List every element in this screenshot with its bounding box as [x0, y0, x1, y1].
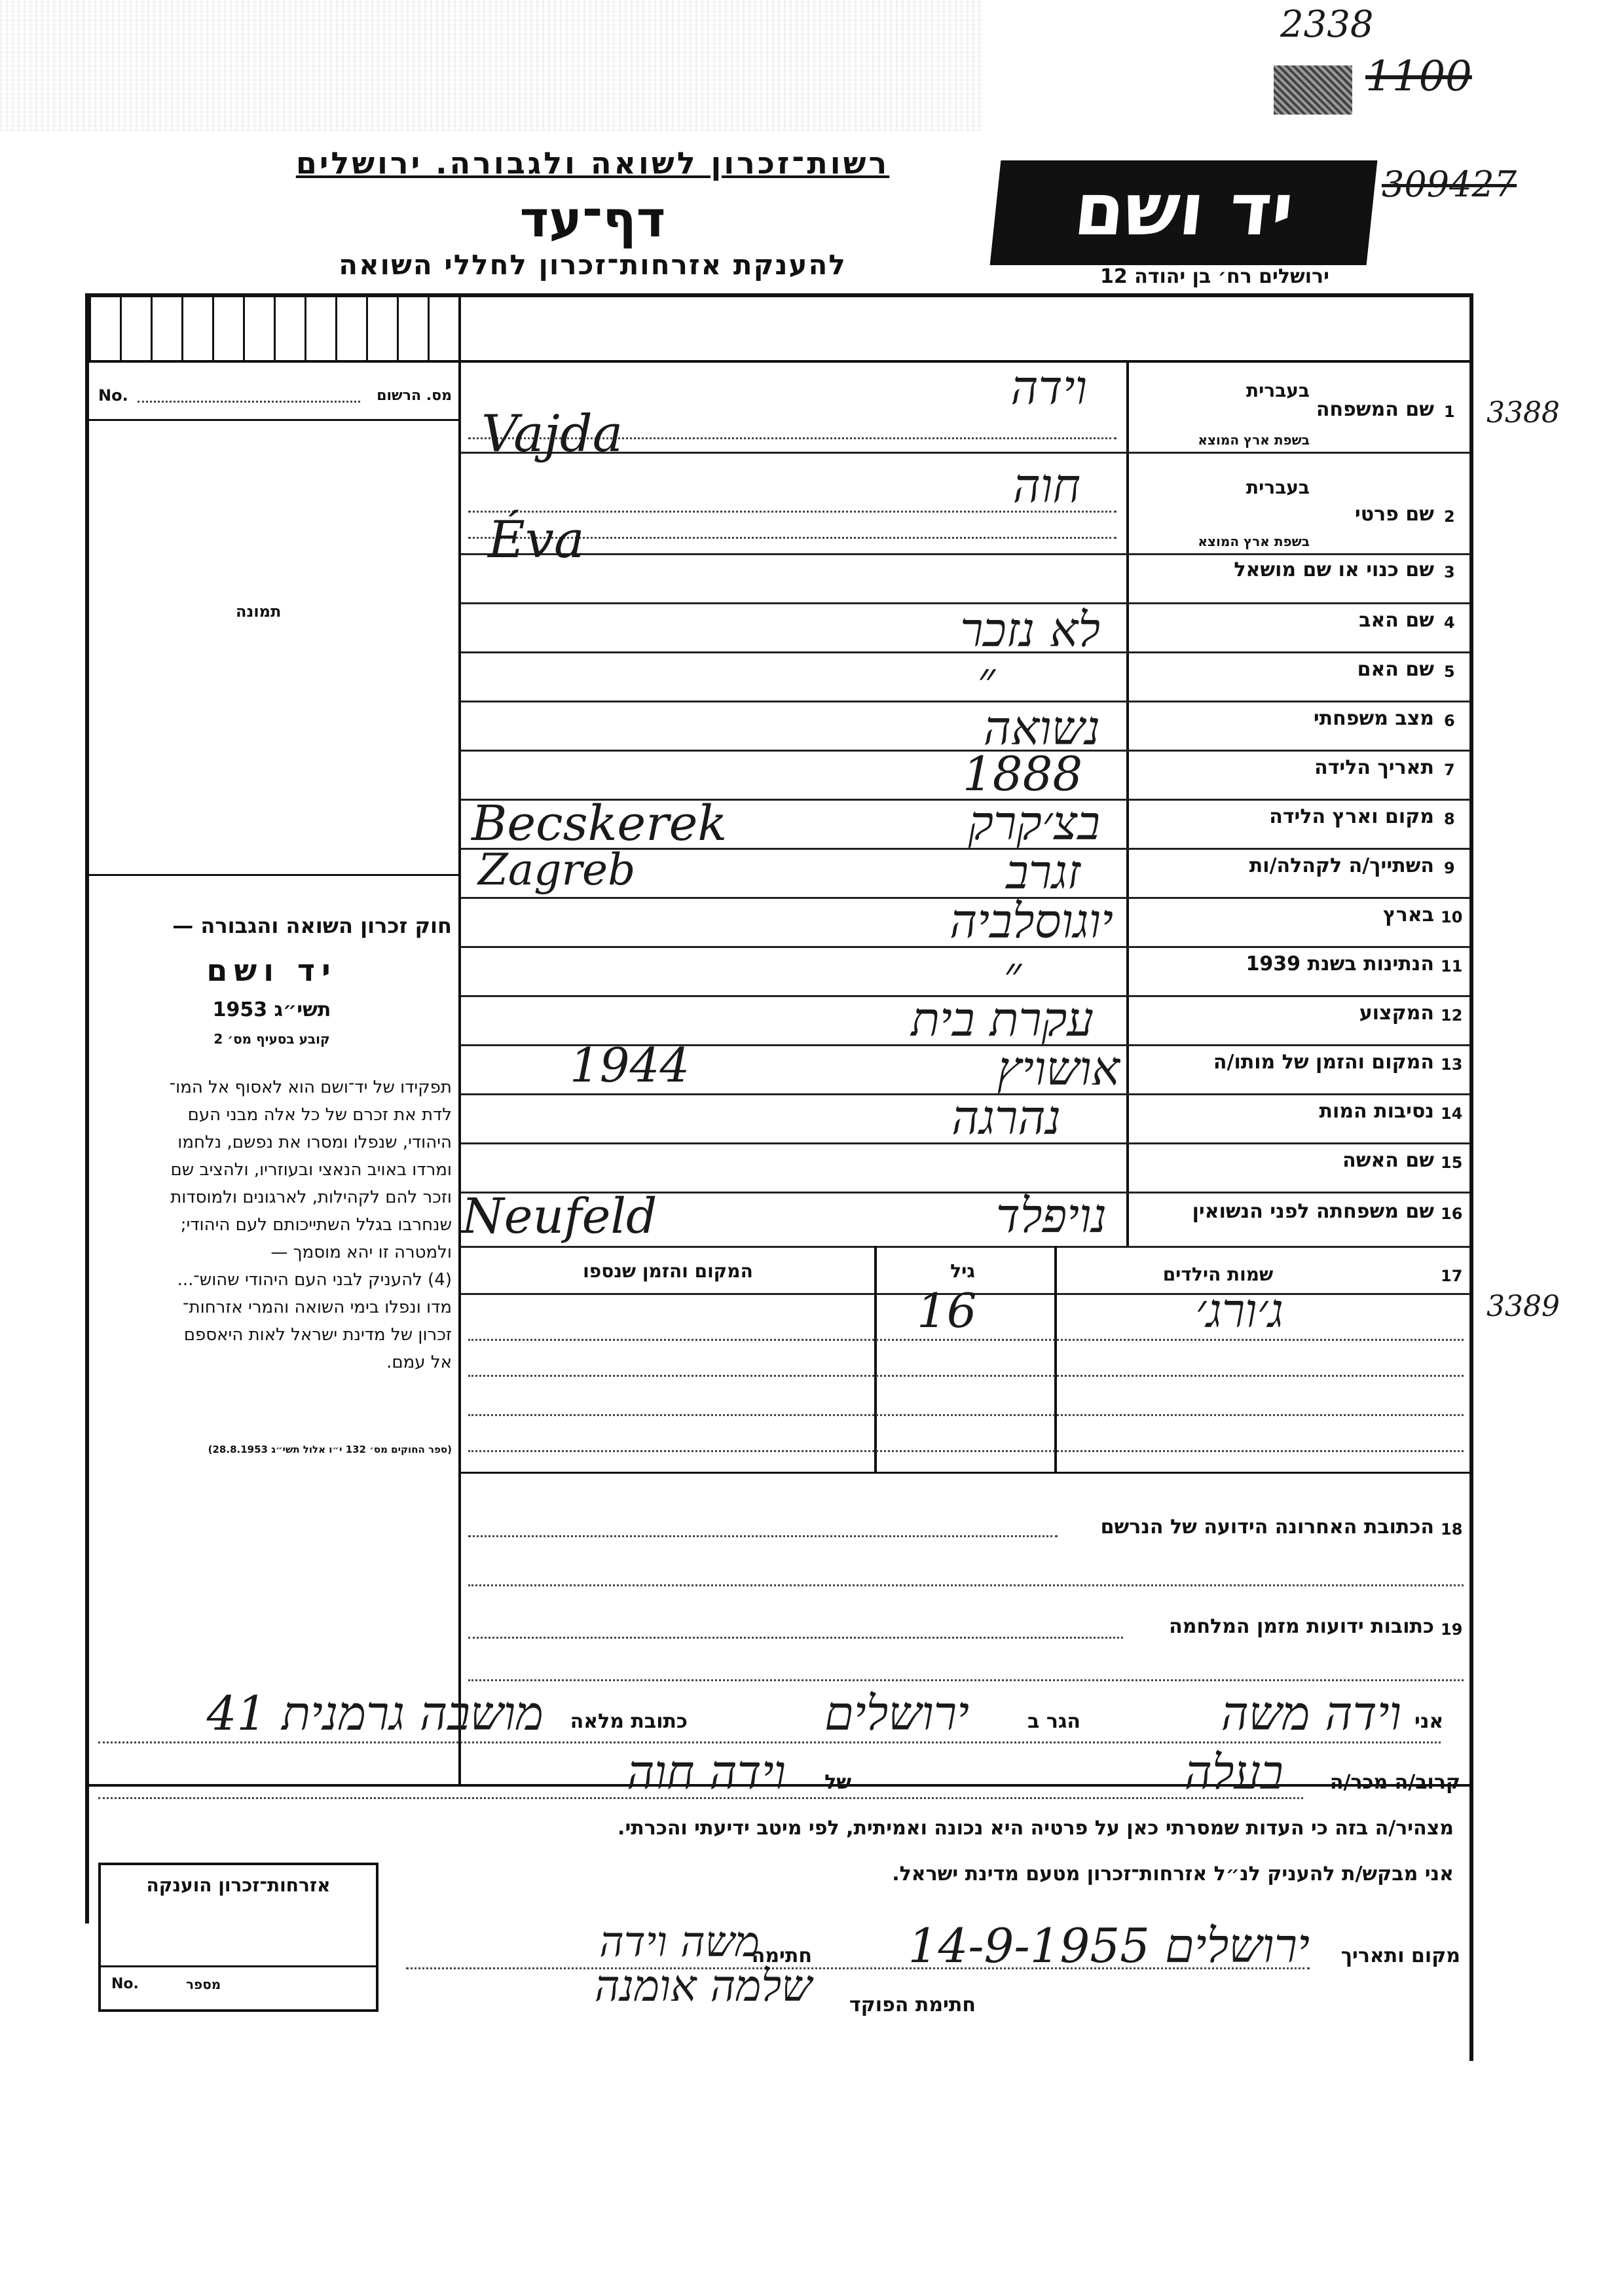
native-tag: בשפת ארץ המוצא	[1198, 432, 1310, 448]
value-firstname-latin: Éva	[488, 511, 585, 570]
value-firstname-hebrew: חוה	[1012, 458, 1080, 513]
field-label-circumstances: נסיבות המות	[1319, 1100, 1434, 1123]
col-place: המקום והזמן שנספו	[583, 1260, 753, 1282]
law-line: אל עמם.	[386, 1353, 452, 1372]
field-number: 9	[1444, 859, 1455, 877]
child-age: 16	[917, 1283, 977, 1338]
children-dots	[468, 1414, 1464, 1416]
value-citizenship: ״	[1003, 946, 1022, 1001]
law-line: לדת את זכרם של כל אלה מבני העם	[187, 1105, 452, 1125]
law-line: וזכר להם לקהילות, לארגונים ולמוסדות	[170, 1188, 452, 1207]
field-label-mother: שם האם	[1357, 658, 1434, 681]
value-marital: נשואה	[983, 701, 1100, 756]
field-label-birthdate: תאריך הלידה	[1314, 756, 1434, 779]
left-panel-divider	[458, 293, 461, 1786]
stamp-divider	[101, 1965, 376, 1967]
signature-value: משה וידה	[599, 1918, 760, 1967]
form-subtitle: להענקת אזרחות־זכרון לחללי השואה	[339, 249, 847, 281]
field-number: 2	[1444, 507, 1455, 526]
decl-name: וידה משה	[1221, 1686, 1401, 1741]
value-circumstances: נהרגה	[951, 1090, 1061, 1145]
place-date-value: ירושלים 14-9-1955	[908, 1918, 1310, 1973]
label-column-divider	[1126, 363, 1129, 1247]
frame-left	[85, 293, 89, 1923]
reg-no-latin: No.	[98, 386, 128, 405]
field-number: 11	[1441, 957, 1463, 975]
citizenship-stamp-box	[98, 1863, 378, 2012]
law-text	[92, 1074, 452, 1376]
decl-address: מושבה גרמנית 41	[206, 1686, 544, 1741]
field-number: 12	[1441, 1006, 1463, 1025]
children-table-bottom	[461, 1472, 1469, 1474]
field-label-surname: שם המשפחה	[1316, 398, 1434, 421]
field-label-death: המקום והזמן של מותו/ה	[1213, 1051, 1434, 1074]
field-number: 1	[1444, 403, 1455, 421]
address-dots	[468, 1535, 1058, 1537]
frame-right	[1469, 293, 1473, 2061]
decl-ani: אני	[1414, 1710, 1444, 1733]
field-number: 4	[1444, 613, 1455, 632]
law-line: מדו ונפלו בימי השואה והמרי אזרחות־	[183, 1298, 452, 1317]
decl-statement-1: מצהיר/ה בזה כי העדות שמסרתי כאן על פרטיה היא נכונה ואמיתית, לפי מיטב ידיעתי והכרתי.	[618, 1817, 1454, 1840]
law-line: תפקידו של יד־ושם הוא לאסוף אל המו־	[169, 1078, 452, 1097]
photo-box-bottom	[89, 874, 458, 876]
field-number: 16	[1441, 1205, 1463, 1223]
law-reference: (ספר החוקים מס׳ 132 י״ו אלול תשי״ג 28.8.1953)	[208, 1444, 452, 1455]
law-line: היהודי, שנפלו ומסרו את נפשם, נלחמו	[177, 1133, 452, 1152]
top-grid-line	[85, 360, 1473, 363]
law-line: ומרדו באויב הנאצי ובעוזריו, ולהציב שם	[170, 1160, 452, 1180]
value-birthplace-hebrew: בצ׳קרק	[968, 795, 1100, 850]
col-children-names: שמות הילדים	[1162, 1264, 1274, 1285]
value-birthplace-latin: Becskerek	[471, 795, 728, 852]
reg-no-dots	[138, 401, 360, 403]
field-number: 14	[1441, 1104, 1463, 1123]
officer-signature: שלמה אומנה	[594, 1961, 812, 2011]
row-divider	[461, 1246, 1469, 1248]
field-label-country: בארץ	[1382, 903, 1434, 926]
field-label-birthplace: מקום וארץ הלידה	[1269, 805, 1434, 828]
authority-name: רשות־זכרון לשואה ולגבורה. ירושלים	[295, 145, 890, 181]
value-father: לא נזכר	[960, 602, 1100, 657]
value-maiden-latin: Neufeld	[462, 1188, 657, 1245]
value-mother: ״	[977, 651, 995, 706]
law-title: חוק זכרון השואה והגבורה —	[172, 913, 452, 938]
side-number-1: 3388	[1486, 396, 1560, 429]
value-surname-latin: Vajda	[481, 405, 623, 464]
hebrew-tag: בעברית	[1246, 477, 1310, 498]
field-number: 5	[1444, 663, 1455, 681]
archive-stamp	[1274, 65, 1352, 115]
field-number: 10	[1441, 908, 1463, 926]
field-label-last-address: הכתובת האחרונה הידועה של הנרשם	[1100, 1516, 1434, 1539]
scan-noise	[0, 0, 982, 131]
value-community-hebrew: זגרב	[1006, 845, 1080, 900]
field-number: 19	[1441, 1620, 1463, 1639]
form-title: דף־עד	[519, 190, 666, 248]
registration-boxes	[89, 297, 458, 360]
value-death-place: אושויץ	[997, 1041, 1120, 1096]
officer-label: חתימת הפוקד	[849, 1994, 976, 2016]
field-label-father: שם האב	[1359, 609, 1434, 632]
field-label-wife: שם האשה	[1342, 1149, 1434, 1172]
law-line: שנחרבו בגלל השתייכותם לעם היהודי;	[180, 1215, 452, 1235]
photo-label: תמונה	[236, 602, 282, 621]
field-label-maiden: שם משפחתה לפני הנשואין	[1192, 1200, 1434, 1223]
reg-label: מס. הרשום	[377, 388, 452, 404]
value-surname-hebrew: וידה	[1010, 360, 1087, 415]
field-label-war-address: כתובות ידועות מזמן המלחמה	[1169, 1615, 1434, 1638]
law-name: יד ושם	[206, 953, 337, 988]
archive-number: 2338	[1280, 3, 1374, 46]
children-dots	[468, 1375, 1464, 1377]
field-number: 13	[1441, 1055, 1463, 1074]
native-tag: בשפת ארץ המוצא	[1198, 534, 1310, 549]
decl-of: של	[824, 1771, 851, 1794]
institution-address: ירושלים רח׳ בן יהודה 12	[1100, 265, 1329, 288]
stamp-no: No.	[111, 1976, 139, 1992]
address-dots	[468, 1637, 1123, 1639]
hebrew-tag: בעברית	[1246, 380, 1310, 401]
logo-text: יד ושם	[1070, 168, 1298, 251]
address-dots	[468, 1679, 1464, 1681]
field-number: 8	[1444, 810, 1455, 828]
decl-relation-label: קרוב/ה מכר/ה	[1329, 1771, 1460, 1794]
field-label-marital: מצב משפחתי	[1313, 707, 1434, 730]
decl-gar: הגר ב	[1027, 1710, 1080, 1733]
decl-dots	[98, 1741, 1441, 1743]
stamp-title: אזרחות־זכרון הוענקה	[146, 1874, 331, 1896]
decl-dots	[98, 1797, 1303, 1799]
value-country: יוגוסלביה	[950, 894, 1113, 949]
children-dots	[468, 1450, 1464, 1452]
decl-full-address-label: כתובת מלאה	[570, 1710, 688, 1733]
col-divider	[874, 1246, 877, 1472]
field-label-community: השתייך/ה לקהלה/ות	[1249, 854, 1434, 877]
field-number: 17	[1441, 1267, 1463, 1285]
place-date-label: מקום ותאריך	[1340, 1944, 1460, 1967]
field-label-firstname: שם פרטי	[1354, 503, 1434, 526]
field-number: 18	[1441, 1520, 1463, 1539]
stamp-number-label: מספר	[186, 1977, 221, 1992]
law-year: תשי״ג 1953	[212, 998, 331, 1021]
yad-vashem-logo	[990, 160, 1378, 265]
col-age: גיל	[950, 1260, 975, 1282]
law-line: זכרון של מדינת ישראל לאות היאספם	[183, 1325, 452, 1345]
value-profession: עקרת בית	[911, 992, 1094, 1047]
struck-number: 1100	[1365, 52, 1472, 101]
field-label-citizenship: הנתינות בשנת 1939	[1246, 953, 1434, 975]
value-birthdate: 1888	[963, 746, 1083, 801]
decl-of-value: וידה חוה	[627, 1745, 786, 1800]
field-number: 3	[1444, 563, 1455, 581]
col-divider	[1054, 1246, 1057, 1472]
law-line: (4) להעניק לבני העם היהודי שהוש־...	[177, 1270, 452, 1290]
law-clause: קובע בסעיף מס׳ 2	[213, 1031, 330, 1047]
photo-box-top	[89, 419, 458, 421]
decl-statement-2: אני מבקש/ת להעניק לנ״ל אזרחות־זכרון מטעם מדינת ישראל.	[892, 1863, 1454, 1886]
value-maiden-hebrew: נויפלד	[995, 1188, 1107, 1243]
field-number: 6	[1444, 712, 1455, 730]
decl-relation: בעלה	[1184, 1745, 1283, 1800]
decl-city: ירושלים	[824, 1686, 969, 1741]
child-name: ג׳ורג׳	[1195, 1283, 1283, 1338]
address-dots	[468, 1584, 1464, 1586]
field-number: 7	[1444, 761, 1455, 779]
signature-label: חתימה	[751, 1944, 812, 1967]
field-number: 15	[1441, 1154, 1463, 1172]
law-line: ולמטרה זו יהא מוסמך —	[270, 1243, 452, 1262]
value-community-latin: Zagreb	[478, 845, 636, 895]
value-death-year: 1944	[570, 1038, 690, 1093]
field-label-profession: המקצוע	[1359, 1002, 1434, 1025]
row-divider	[461, 553, 1469, 555]
side-number-2: 3389	[1486, 1290, 1560, 1323]
field-label-nickname: שם כנוי או שם מושאל	[1234, 558, 1434, 581]
page-number: 309427	[1382, 164, 1517, 205]
children-dots	[468, 1339, 1464, 1341]
